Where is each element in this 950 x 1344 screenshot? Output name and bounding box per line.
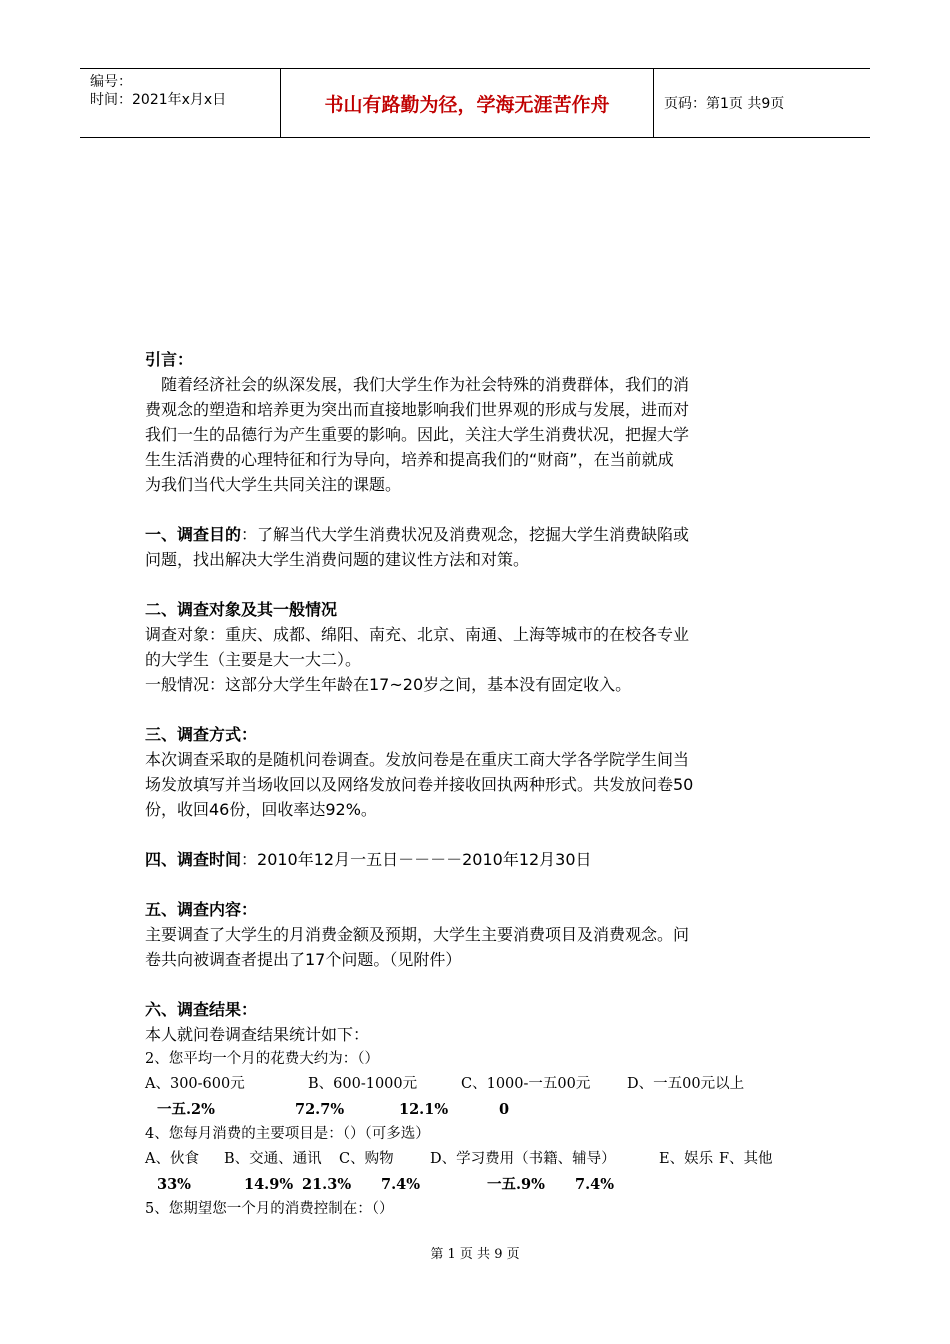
intro-line: 为我们当代大学生共同关注的课题。 [145, 475, 402, 494]
section-method-heading: 三、调查方式： [145, 725, 258, 744]
q4-percent: 21.3% [302, 1176, 352, 1193]
section-content-heading: 五、调查内容： [145, 900, 258, 919]
q4-percent: 14.9% [244, 1176, 294, 1193]
question-2: 2、您平均一个月的花费大约为：（） [145, 1051, 379, 1067]
header-left-cell [80, 69, 281, 137]
q2-percent: 一五.2% [157, 1101, 215, 1118]
intro-line: 生生活消费的心理特征和行为导向，培养和提高我们的“财商”，在当前就成 [145, 450, 674, 469]
intro-line: 我们一生的品德行为产生重要的影响。因此，关注大学生消费状况，把握大学 [145, 425, 690, 444]
q4-percent: 一五.9% [487, 1176, 545, 1193]
q4-option: E、娱乐 [659, 1151, 714, 1167]
question-4: 4、您每月消费的主要项目是：（）（可多选） [145, 1126, 430, 1142]
q4-option: B、交通、通讯 [224, 1151, 322, 1167]
intro-line: 随着经济社会的纵深发展，我们大学生作为社会特殊的消费群体，我们的消 [145, 375, 690, 394]
header-page-cell [654, 69, 870, 137]
q4-percent: 33% [157, 1176, 191, 1193]
section-subjects-line: 调查对象：重庆、成都、绵阳、南充、北京、南通、上海等城市的在校各专业 [145, 625, 690, 644]
section-purpose-heading: 一、调查目的 [145, 525, 242, 544]
section-time-text: ：2010年12月一五日－－－－2010年12月30日 [241, 850, 592, 869]
page-footer: 第 1 页 共 9 页 [430, 1247, 520, 1262]
section-results-intro: 本人就问卷调查结果统计如下： [145, 1025, 370, 1044]
q2-percent: 12.1% [399, 1101, 449, 1118]
section-method-line: 份，收回46份，回收率达92%。 [145, 800, 377, 819]
section-subjects-line: 一般情况：这部分大学生年龄在17~20岁之间，基本没有固定收入。 [145, 675, 632, 694]
q4-option: A、伙食 [145, 1151, 199, 1167]
question-4-percents [145, 1172, 810, 1197]
section-time [145, 847, 810, 872]
section-purpose-text: ：了解当代大学生消费状况及消费观念，挖掘大学生消费缺陷或 [241, 525, 690, 544]
q2-option: B、600-1000元 [308, 1076, 418, 1092]
q2-percent: 0 [499, 1101, 510, 1118]
q4-percent: 7.4% [381, 1176, 421, 1193]
section-method-line: 场发放填写并当场收回以及网络发放问卷并接收回执两种形式。共发放问卷50 [145, 775, 694, 794]
q4-option: D、学习费用（书籍、辅导） [430, 1151, 616, 1167]
section-purpose-line: 问题，找出解决大学生消费问题的建议性方法和对策。 [145, 550, 530, 569]
section-subjects-line: 的大学生（主要是大一大二）。 [145, 650, 362, 669]
intro-line: 费观念的塑造和培养更为突出而直接地影响我们世界观的形成与发展，进而对 [145, 400, 690, 419]
question-2-options [145, 1072, 810, 1097]
section-subjects-heading: 二、调查对象及其一般情况 [145, 600, 338, 619]
q2-option: D、一五00元以上 [627, 1076, 745, 1092]
section-purpose [145, 522, 810, 547]
code-label: 编号： [90, 74, 132, 90]
q4-option: C、购物 [339, 1151, 394, 1167]
header-motto-cell [281, 69, 654, 137]
q4-percent: 7.4% [575, 1176, 615, 1193]
section-results-heading: 六、调查结果： [145, 1000, 258, 1019]
document-body [145, 347, 810, 1222]
section-content-line: 主要调查了大学生的月消费金额及预期，大学生主要消费项目及消费观念。问 [145, 925, 690, 944]
header-motto: 书山有路勤为径，学海无涯苦作舟 [324, 94, 610, 116]
section-time-heading: 四、调查时间 [145, 850, 242, 869]
q2-option: C、1000-一五00元 [461, 1076, 591, 1092]
q4-option: F、其他 [719, 1151, 773, 1167]
time-label: 时间：2021年x月x日 [90, 92, 227, 108]
question-2-percents [145, 1097, 810, 1122]
q2-option: A、300-600元 [145, 1076, 245, 1092]
question-5: 5、您期望您一个月的消费控制在：（） [145, 1201, 394, 1217]
section-content-line: 卷共向被调查者提出了17个问题。（见附件） [145, 950, 462, 969]
page-header [80, 68, 870, 138]
section-method-line: 本次调查采取的是随机问卷调查。发放问卷是在重庆工商大学各学院学生间当 [145, 750, 690, 769]
intro-heading: 引言： [145, 350, 194, 369]
q2-percent: 72.7% [295, 1101, 345, 1118]
header-page-label: 页码：第1页 共9页 [664, 96, 785, 112]
question-4-options [145, 1147, 810, 1172]
